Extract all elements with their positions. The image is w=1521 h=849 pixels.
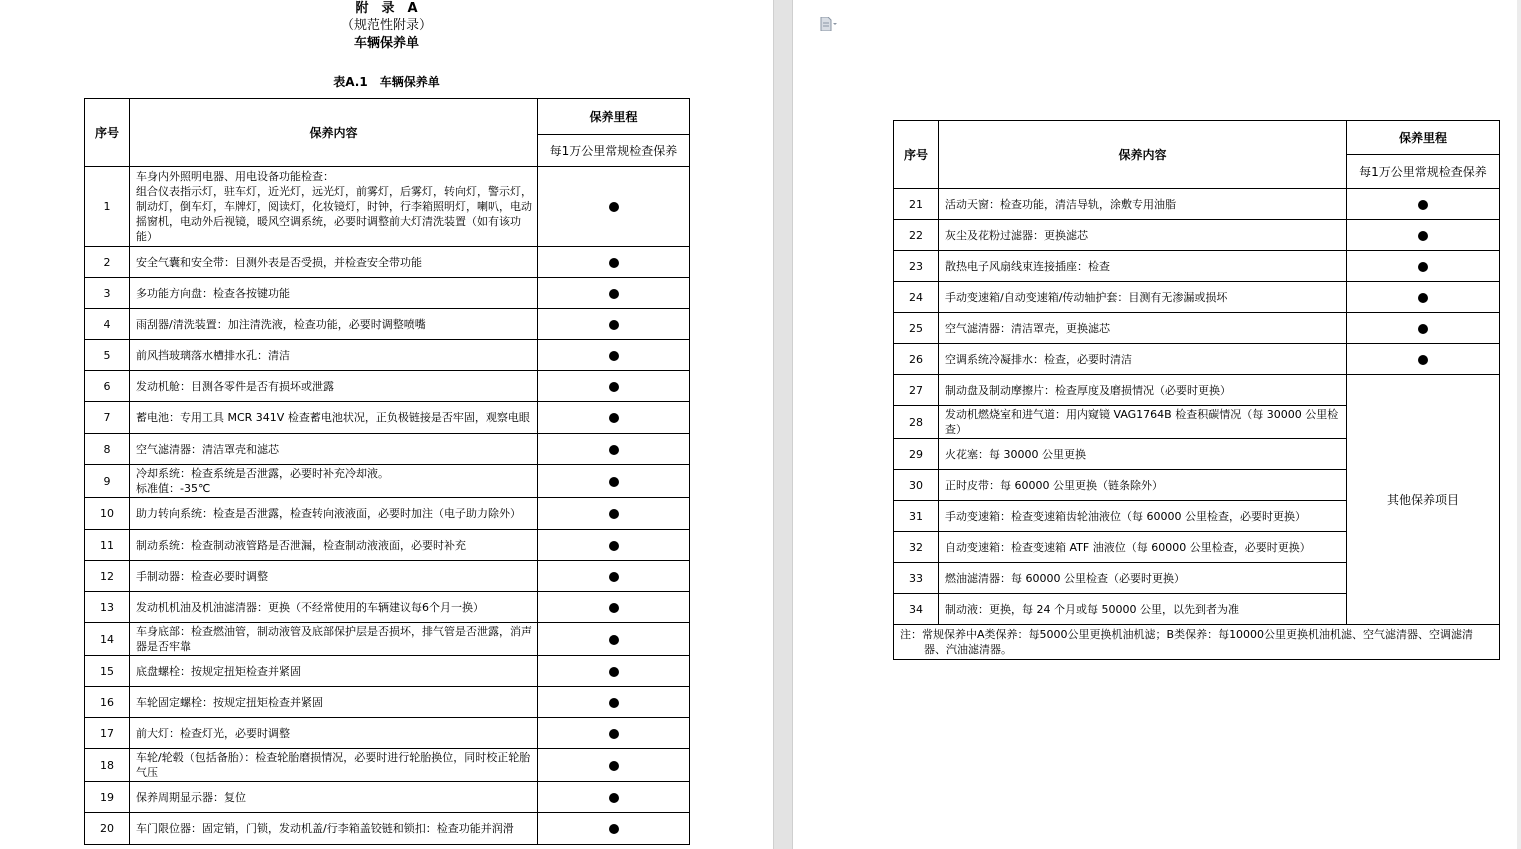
row-seq: 31	[894, 501, 939, 532]
filled-circle-icon	[609, 667, 619, 677]
table-row	[85, 623, 690, 656]
filled-circle-icon	[609, 351, 619, 361]
table-row	[85, 561, 690, 592]
row-mark	[538, 813, 690, 845]
note-row	[894, 625, 1500, 660]
row-mark	[538, 592, 690, 623]
table-row	[85, 498, 690, 530]
filled-circle-icon	[609, 320, 619, 330]
filled-circle-icon	[1418, 324, 1428, 334]
row-seq: 1	[85, 167, 130, 247]
row-seq: 26	[894, 344, 939, 375]
table-row	[85, 530, 690, 561]
row-mark	[538, 656, 690, 687]
row-seq: 3	[85, 278, 130, 309]
row-content-line: 助力转向系统：检查是否泄露，检查转向液液面，必要时加注（电子助力除外）	[136, 507, 521, 520]
row-content: 火花塞：每 30000 公里更换	[939, 439, 1347, 470]
row-content: 空调系统冷凝排水：检查，必要时清洁	[939, 344, 1347, 375]
table-row	[85, 371, 690, 402]
right-page	[793, 0, 1521, 849]
row-mark	[1347, 220, 1500, 251]
row-seq: 33	[894, 563, 939, 594]
row-content-line: 雨刮器/清洗装置：加注清洗液，检查功能，必要时调整喷嘴	[136, 317, 426, 331]
row-content-line: 发动机舱：目测各零件是否有损坏或泄露	[136, 379, 334, 393]
row-mark	[1347, 282, 1500, 313]
filled-circle-icon	[609, 793, 619, 803]
row-content-line: 车门限位器：固定销，门锁，发动机盖/行李箱盖铰链和锁扣：检查功能并润滑	[136, 822, 514, 835]
row-seq: 8	[85, 434, 130, 465]
row-seq: 4	[85, 309, 130, 340]
table-row	[85, 247, 690, 278]
header-mileage: 保养里程	[538, 99, 690, 135]
row-content: 活动天窗：检查功能，清洁导轨，涂敷专用油脂	[939, 189, 1347, 220]
row-content	[130, 402, 538, 434]
table-row	[85, 782, 690, 813]
table-row	[894, 189, 1500, 220]
row-seq: 25	[894, 313, 939, 344]
header-mileage-sub: 每1万公里常规检查保养	[1347, 155, 1500, 189]
row-content	[130, 561, 538, 592]
row-mark	[538, 434, 690, 465]
row-content	[130, 340, 538, 371]
row-seq: 34	[894, 594, 939, 625]
row-content-line: 制动系统：检查制动液管路是否泄漏，检查制动液液面，必要时补充	[136, 538, 466, 552]
row-seq: 20	[85, 813, 130, 845]
row-mark	[538, 718, 690, 749]
row-seq: 11	[85, 530, 130, 561]
filled-circle-icon	[609, 729, 619, 739]
table-row	[85, 749, 690, 782]
row-seq: 29	[894, 439, 939, 470]
row-mark	[1347, 189, 1500, 220]
document-icon[interactable]	[820, 17, 838, 31]
row-mark	[538, 402, 690, 434]
row-content: 灰尘及花粉过滤器：更换滤芯	[939, 220, 1347, 251]
row-mark	[538, 309, 690, 340]
row-content: 制动液：更换，每 24 个月或每 50000 公里，以先到者为准	[939, 594, 1347, 625]
row-mark	[538, 371, 690, 402]
filled-circle-icon	[609, 289, 619, 299]
row-mark	[538, 167, 690, 247]
row-content	[130, 813, 538, 845]
table-row	[85, 718, 690, 749]
row-content-line: 车轮/轮毂（包括备胎）：检查轮胎磨损情况，必要时进行轮胎换位，同时校正轮胎气压	[136, 751, 531, 779]
header-mileage-sub: 每1万公里常规检查保养	[538, 135, 690, 167]
row-seq: 15	[85, 656, 130, 687]
row-content	[130, 167, 538, 247]
row-seq: 14	[85, 623, 130, 656]
row-content	[130, 687, 538, 718]
filled-circle-icon	[609, 445, 619, 455]
row-content	[130, 656, 538, 687]
row-content-line: 前风挡玻璃落水槽排水孔：清洁	[136, 348, 290, 362]
row-mark	[538, 623, 690, 656]
filled-circle-icon	[609, 382, 619, 392]
table-row	[85, 167, 690, 247]
row-seq: 9	[85, 465, 130, 498]
maintenance-table-left	[84, 98, 690, 845]
scrollbar[interactable]	[1517, 0, 1521, 849]
row-mark	[538, 561, 690, 592]
row-seq: 13	[85, 592, 130, 623]
row-mark	[538, 278, 690, 309]
row-seq: 17	[85, 718, 130, 749]
table-row	[85, 465, 690, 498]
table-row	[85, 340, 690, 371]
row-content-line: 空气滤清器：清洁罩壳和滤芯	[136, 442, 279, 456]
row-content	[130, 434, 538, 465]
filled-circle-icon	[609, 509, 619, 519]
row-mark	[538, 687, 690, 718]
row-content-line: 发动机机油及机油滤清器：更换（不经常使用的车辆建议每6个月一换）	[136, 600, 484, 614]
row-mark	[1347, 251, 1500, 282]
row-content-line: 蓄电池：专用工具 MCR 341V 检查蓄电池状况，正负极链接是否牢固，观察电眼	[136, 411, 530, 424]
filled-circle-icon	[1418, 231, 1428, 241]
header-mileage: 保养里程	[1347, 121, 1500, 155]
filled-circle-icon	[609, 698, 619, 708]
row-content	[130, 530, 538, 561]
row-content: 正时皮带：每 60000 公里更换（链条除外）	[939, 470, 1347, 501]
row-seq: 16	[85, 687, 130, 718]
filled-circle-icon	[609, 635, 619, 645]
filled-circle-icon	[609, 572, 619, 582]
row-content-line: 组合仪表指示灯，驻车灯，近光灯，远光灯，前雾灯，后雾灯，转向灯，警示灯，制动灯，倒车灯，车牌灯，阅读灯，化妆镜灯，时钟，行李箱照明灯，喇叭，电动摇窗机，电动外后视镜，暖风空调系统，必要时调整前大灯清洗装置（如有该功能）	[136, 185, 532, 243]
row-content: 空气滤清器：清洁罩壳，更换滤芯	[939, 313, 1347, 344]
table-row	[894, 282, 1500, 313]
table-row	[85, 656, 690, 687]
row-mark	[538, 530, 690, 561]
row-seq: 30	[894, 470, 939, 501]
filled-circle-icon	[609, 477, 619, 487]
table-row	[85, 592, 690, 623]
header-seq: 序号	[85, 99, 130, 167]
row-seq: 32	[894, 532, 939, 563]
row-content-line: 多功能方向盘：检查各按键功能	[136, 286, 290, 300]
row-seq: 6	[85, 371, 130, 402]
table-row	[85, 402, 690, 434]
row-mark	[538, 498, 690, 530]
row-content-line: 前大灯：检查灯光，必要时调整	[136, 726, 290, 740]
filled-circle-icon	[609, 541, 619, 551]
row-content	[130, 718, 538, 749]
row-content	[130, 278, 538, 309]
other-items-label: 其他保养项目	[1347, 375, 1500, 625]
row-content: 自动变速箱：检查变速箱 ATF 油液位（每 60000 公里检查，必要时更换）	[939, 532, 1347, 563]
filled-circle-icon	[609, 603, 619, 613]
filled-circle-icon	[609, 413, 619, 423]
row-seq: 7	[85, 402, 130, 434]
header-content: 保养内容	[130, 99, 538, 167]
row-content	[130, 623, 538, 656]
row-content-line: 车轮固定螺栓：按规定扭矩检查并紧固	[136, 695, 323, 709]
row-content-line: 车身内外照明电器、用电设备功能检查：	[136, 170, 334, 183]
table-row	[894, 344, 1500, 375]
row-content-line: 冷却系统：检查系统是否泄露，必要时补充冷却液。	[136, 467, 389, 480]
table-row	[894, 375, 1500, 406]
table-caption: 表A.1 车辆保养单	[333, 75, 440, 89]
row-content: 散热电子风扇线束连接插座：检查	[939, 251, 1347, 282]
table-row	[85, 687, 690, 718]
filled-circle-icon	[1418, 355, 1428, 365]
row-content: 手动变速箱/自动变速箱/传动轴护套：目测有无渗漏或损坏	[939, 282, 1347, 313]
row-content	[130, 309, 538, 340]
page-gutter	[773, 0, 793, 849]
row-seq: 10	[85, 498, 130, 530]
maintenance-table-right	[893, 120, 1500, 660]
doc-title: 车辆保养单	[353, 36, 419, 51]
filled-circle-icon	[1418, 200, 1428, 210]
row-content	[130, 782, 538, 813]
filled-circle-icon	[609, 761, 619, 771]
row-seq: 28	[894, 406, 939, 439]
appendix-type: （规范性附录）	[340, 18, 432, 33]
row-content-line: 标准值：-35℃	[136, 482, 211, 495]
appendix-title: 附 录 A	[355, 1, 418, 16]
row-content	[130, 247, 538, 278]
row-seq: 18	[85, 749, 130, 782]
row-seq: 2	[85, 247, 130, 278]
row-mark	[538, 247, 690, 278]
table-row	[894, 220, 1500, 251]
row-seq: 5	[85, 340, 130, 371]
row-seq: 22	[894, 220, 939, 251]
filled-circle-icon	[609, 824, 619, 834]
row-content: 发动机燃烧室和进气道：用内窥镜 VAG1764B 检查积碳情况（每 30000 公里检查）	[939, 406, 1347, 439]
row-content: 燃油滤清器：每 60000 公里检查（必要时更换）	[939, 563, 1347, 594]
row-seq: 23	[894, 251, 939, 282]
filled-circle-icon	[609, 202, 619, 212]
row-content	[130, 592, 538, 623]
table-note: 注：常规保养中A类保养：每5000公里更换机油机滤；B类保养：每10000公里更换机油机滤、空气滤清器、空调滤清器、汽油滤清器。	[894, 625, 1500, 660]
row-seq: 19	[85, 782, 130, 813]
row-content	[130, 465, 538, 498]
row-content	[130, 498, 538, 530]
row-mark	[538, 465, 690, 498]
header-seq: 序号	[894, 121, 939, 189]
row-mark	[1347, 344, 1500, 375]
header-content: 保养内容	[939, 121, 1347, 189]
filled-circle-icon	[1418, 293, 1428, 303]
row-content-line: 保养周期显示器：复位	[136, 790, 246, 804]
row-content-line: 车身底部：检查燃油管，制动液管及底部保护层是否损坏，排气管是否泄露，消声器是否牢靠	[136, 625, 532, 653]
row-seq: 21	[894, 189, 939, 220]
table-row	[85, 278, 690, 309]
table-row	[894, 251, 1500, 282]
row-seq: 24	[894, 282, 939, 313]
row-content-line: 安全气囊和安全带：目测外表是否受损，并检查安全带功能	[136, 255, 422, 269]
row-mark	[538, 340, 690, 371]
row-content	[130, 749, 538, 782]
filled-circle-icon	[609, 258, 619, 268]
row-mark	[538, 782, 690, 813]
row-seq: 27	[894, 375, 939, 406]
table-row	[85, 434, 690, 465]
row-seq: 12	[85, 561, 130, 592]
row-mark	[538, 749, 690, 782]
table-row	[894, 313, 1500, 344]
row-content	[130, 371, 538, 402]
row-mark	[1347, 313, 1500, 344]
table-row	[85, 813, 690, 845]
filled-circle-icon	[1418, 262, 1428, 272]
table-row	[85, 309, 690, 340]
row-content: 手动变速箱：检查变速箱齿轮油液位（每 60000 公里检查，必要时更换）	[939, 501, 1347, 532]
row-content: 制动盘及制动摩擦片：检查厚度及磨损情况（必要时更换）	[939, 375, 1347, 406]
row-content-line: 底盘螺栓：按规定扭矩检查并紧固	[136, 664, 301, 678]
row-content-line: 手制动器：检查必要时调整	[136, 569, 268, 583]
